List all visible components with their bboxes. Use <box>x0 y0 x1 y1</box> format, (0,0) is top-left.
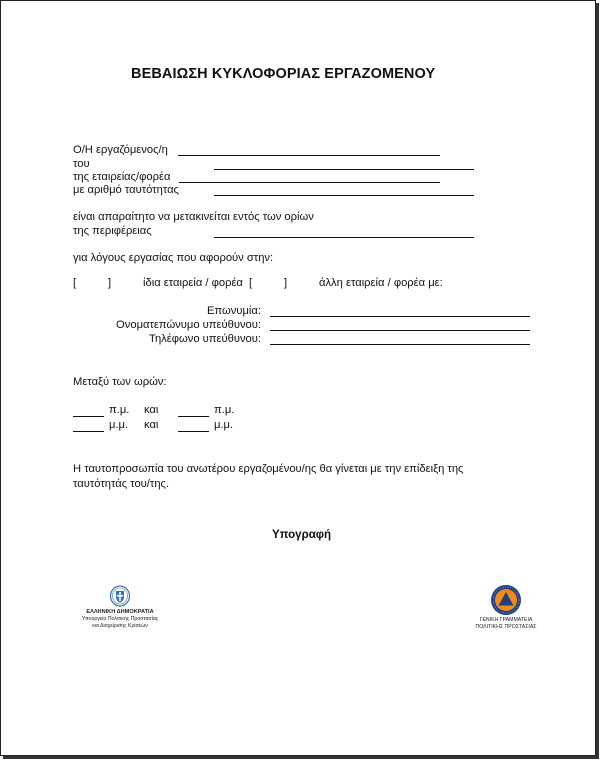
employee-label: Ο/Η εργαζόμενος/η <box>73 144 168 156</box>
responsible-phone-label: Τηλέφωνο υπεύθυνου: <box>148 333 261 345</box>
company-name-label: Επωνυμία: <box>207 305 261 317</box>
hour-end-am-blank[interactable] <box>178 416 209 417</box>
movement-text-2: της περιφέρειας <box>73 225 152 237</box>
responsible-name-label: Ονοματεπώνυμο υπεύθυνου: <box>116 319 261 331</box>
checkbox-1-open: [ <box>73 277 77 289</box>
checkbox-1-close: ] <box>108 277 112 289</box>
left-logo-line2: Υπουργείο Πολιτικής Προστασίας <box>81 616 159 622</box>
document-title: ΒΕΒΑΙΩΣΗ ΚΥΚΛΟΦΟΡΙΑΣ ΕΡΓΑΖΟΜΕΝΟΥ <box>131 66 436 82</box>
am-label: π.μ. <box>109 404 130 416</box>
id-number-blank[interactable] <box>214 195 474 196</box>
and-label-2: και <box>144 419 159 431</box>
other-company-checkbox[interactable] <box>255 277 283 291</box>
identification-text-2: ταυτότητάς του/της. <box>73 478 170 490</box>
responsible-phone-blank[interactable] <box>270 344 530 345</box>
employee-blank[interactable] <box>178 155 440 156</box>
pm-label: μ.μ. <box>109 419 129 431</box>
right-logo-line1: ΓΕΝΙΚΗ ΓΡΑΜΜΑΤΕΙΑ <box>479 617 533 623</box>
hour-end-pm-blank[interactable] <box>178 431 209 432</box>
of-label: του <box>73 158 90 170</box>
hours-label: Μεταξύ των ωρών: <box>73 376 167 388</box>
region-blank[interactable] <box>214 237 474 238</box>
left-logo-line1: ΕΛΛΗΝΙΚΗ ΔΗΜΟΚΡΑΤΙΑ <box>86 609 154 615</box>
left-logo-text <box>57 609 183 630</box>
other-company-label: άλλη εταιρεία / φορέα με: <box>319 277 443 289</box>
identification-text-1: Η ταυτοπροσωπία του ανωτέρου εργαζομένου/ης θα γίνεται με την επίδειξη της <box>73 463 464 475</box>
hour-start-pm-blank[interactable] <box>73 431 104 432</box>
company-blank[interactable] <box>179 182 440 183</box>
company-name-blank[interactable] <box>270 316 530 317</box>
work-reasons-text: για λόγους εργασίας που αφορούν στην: <box>73 252 274 264</box>
signature-label: Υπογραφή <box>272 529 332 541</box>
company-label: της εταιρείας/φορέα <box>73 171 171 183</box>
and-label-1: και <box>144 404 159 416</box>
same-company-checkbox[interactable] <box>79 277 107 291</box>
left-logo-line3: και Διαχείρισης Κρίσεων <box>92 623 148 629</box>
hour-start-am-blank[interactable] <box>73 416 104 417</box>
movement-text-1: είναι απαραίτητο να μετακινείται εντός των ορίων <box>73 211 314 223</box>
checkbox-2-close: ] <box>284 277 288 289</box>
of-blank[interactable] <box>214 169 474 170</box>
responsible-name-blank[interactable] <box>270 330 530 331</box>
am-label-2: π.μ. <box>214 404 235 416</box>
right-logo-text <box>471 617 541 631</box>
right-logo-line2: ΠΟΛΙΤΙΚΗΣ ΠΡΟΣΤΑΣΙΑΣ <box>475 624 537 630</box>
same-company-label: ίδια εταιρεία / φορέα <box>143 277 243 289</box>
greek-emblem-icon <box>109 585 131 607</box>
pm-label-2: μ.μ. <box>214 419 234 431</box>
id-number-label: με αριθμό ταυτότητας <box>73 184 179 196</box>
civil-protection-icon <box>490 584 522 616</box>
checkbox-2-open: [ <box>249 277 253 289</box>
